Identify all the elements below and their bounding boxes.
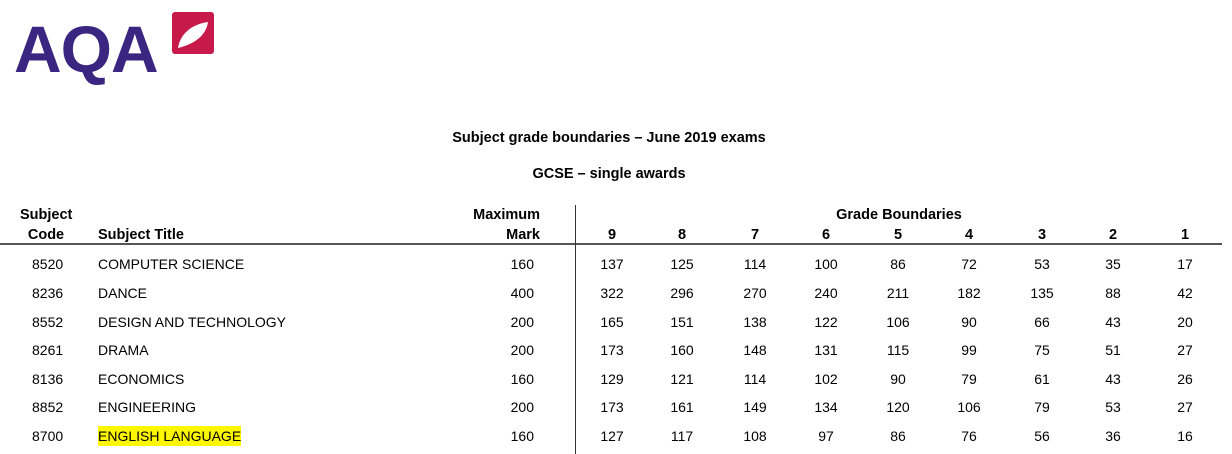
grade-boundary-6: 131 bbox=[814, 342, 838, 358]
grade-header-3: 3 bbox=[1037, 227, 1047, 243]
grade-boundary-9: 322 bbox=[600, 285, 624, 301]
grade-boundary-1: 26 bbox=[1177, 371, 1193, 387]
table-row bbox=[0, 369, 1232, 389]
grade-boundary-4: 72 bbox=[961, 256, 977, 272]
grade-boundary-8: 117 bbox=[670, 428, 694, 444]
grade-boundary-2: 88 bbox=[1105, 285, 1121, 301]
grade-boundary-1: 20 bbox=[1177, 314, 1193, 330]
grade-boundary-6: 240 bbox=[814, 285, 838, 301]
grade-boundary-1: 17 bbox=[1177, 256, 1193, 272]
grade-header-7: 7 bbox=[750, 227, 760, 243]
grade-header-1: 1 bbox=[1180, 227, 1190, 243]
grade-boundary-6: 134 bbox=[814, 399, 838, 415]
grade-boundary-9: 173 bbox=[600, 399, 624, 415]
table-row bbox=[0, 340, 1232, 360]
grade-boundary-6: 102 bbox=[814, 371, 838, 387]
aqa-logo bbox=[14, 12, 224, 86]
grade-boundary-5: 90 bbox=[890, 371, 906, 387]
document-title: Subject grade boundaries – June 2019 exams bbox=[452, 130, 766, 146]
grade-boundary-3: 75 bbox=[1034, 342, 1050, 358]
max-mark: 200 bbox=[510, 314, 534, 330]
grade-boundary-7: 114 bbox=[743, 371, 767, 387]
subject-title: ENGLISH LANGUAGE bbox=[98, 428, 242, 444]
grade-boundary-2: 35 bbox=[1105, 256, 1121, 272]
table-row bbox=[0, 426, 1232, 446]
grade-boundary-8: 151 bbox=[670, 314, 694, 330]
subject-title: COMPUTER SCIENCE bbox=[98, 256, 245, 272]
max-mark: 160 bbox=[510, 428, 534, 444]
table-row bbox=[0, 312, 1232, 332]
header-grade-boundaries: Grade Boundaries bbox=[836, 207, 962, 223]
table-row bbox=[0, 283, 1232, 303]
table-row bbox=[0, 254, 1232, 274]
subject-title: ECONOMICS bbox=[98, 371, 185, 387]
max-mark: 200 bbox=[510, 342, 534, 358]
grade-boundary-9: 127 bbox=[600, 428, 624, 444]
grade-boundary-5: 120 bbox=[886, 399, 910, 415]
header-code: Subject Code bbox=[20, 207, 73, 243]
grade-boundary-1: 42 bbox=[1177, 285, 1193, 301]
max-mark: 160 bbox=[510, 371, 534, 387]
grade-boundary-5: 211 bbox=[886, 285, 910, 301]
grade-boundary-3: 135 bbox=[1030, 285, 1054, 301]
grade-header-2: 2 bbox=[1108, 227, 1118, 243]
max-mark: 200 bbox=[510, 399, 534, 415]
subject-title: ENGINEERING bbox=[98, 399, 197, 415]
grade-boundary-6: 100 bbox=[814, 256, 838, 272]
grade-boundary-5: 106 bbox=[886, 314, 910, 330]
grade-boundary-2: 51 bbox=[1105, 342, 1121, 358]
max-mark: 400 bbox=[510, 285, 534, 301]
grade-boundary-9: 173 bbox=[600, 342, 624, 358]
grade-boundary-6: 97 bbox=[818, 428, 834, 444]
grade-boundary-8: 125 bbox=[670, 256, 694, 272]
subject-code: 8261 bbox=[32, 342, 64, 358]
subject-title: DRAMA bbox=[98, 342, 149, 358]
grade-boundary-1: 27 bbox=[1177, 342, 1193, 358]
grade-boundary-4: 182 bbox=[957, 285, 981, 301]
grade-boundary-7: 148 bbox=[743, 342, 767, 358]
subject-title: DANCE bbox=[98, 285, 148, 301]
grade-boundary-5: 115 bbox=[886, 342, 910, 358]
grade-boundary-2: 36 bbox=[1105, 428, 1121, 444]
grade-header-8: 8 bbox=[677, 227, 687, 243]
grade-boundary-8: 121 bbox=[670, 371, 694, 387]
header-divider bbox=[0, 243, 1222, 245]
grade-boundary-9: 129 bbox=[600, 371, 624, 387]
grade-boundary-3: 61 bbox=[1034, 371, 1050, 387]
grade-boundary-8: 160 bbox=[670, 342, 694, 358]
grade-boundary-8: 161 bbox=[670, 399, 694, 415]
leaf-mark-icon bbox=[172, 12, 214, 54]
grade-boundary-2: 43 bbox=[1105, 371, 1121, 387]
grade-boundary-7: 108 bbox=[743, 428, 767, 444]
grade-boundary-3: 66 bbox=[1034, 314, 1050, 330]
grade-boundary-9: 165 bbox=[600, 314, 624, 330]
grade-boundary-1: 27 bbox=[1177, 399, 1193, 415]
grade-boundary-7: 270 bbox=[743, 285, 767, 301]
header-subject-title: Subject Title bbox=[98, 227, 184, 243]
grade-boundary-4: 90 bbox=[961, 314, 977, 330]
grade-boundary-3: 56 bbox=[1034, 428, 1050, 444]
grade-header-9: 9 bbox=[607, 227, 617, 243]
grade-boundary-6: 122 bbox=[814, 314, 838, 330]
grade-boundary-2: 53 bbox=[1105, 399, 1121, 415]
subject-code: 8852 bbox=[32, 399, 64, 415]
subject-code: 8136 bbox=[32, 371, 64, 387]
subject-code: 8552 bbox=[32, 314, 64, 330]
grade-boundary-4: 79 bbox=[961, 371, 977, 387]
grade-boundary-4: 76 bbox=[961, 428, 977, 444]
subject-title: DESIGN AND TECHNOLOGY bbox=[98, 314, 287, 330]
subject-code: 8700 bbox=[32, 428, 64, 444]
grade-boundary-8: 296 bbox=[670, 285, 694, 301]
grade-boundary-7: 149 bbox=[743, 399, 767, 415]
subject-code: 8520 bbox=[32, 256, 64, 272]
grade-header-6: 6 bbox=[821, 227, 831, 243]
grade-boundary-1: 16 bbox=[1177, 428, 1193, 444]
grade-boundary-7: 114 bbox=[743, 256, 767, 272]
table-row bbox=[0, 397, 1232, 417]
grade-header-4: 4 bbox=[964, 227, 974, 243]
logo-wordmark: AQA bbox=[14, 12, 158, 86]
header-max-mark: Maximum Mark bbox=[473, 207, 540, 243]
grade-boundary-3: 53 bbox=[1034, 256, 1050, 272]
grade-boundary-9: 137 bbox=[600, 256, 624, 272]
grade-boundary-4: 106 bbox=[957, 399, 981, 415]
grade-header-5: 5 bbox=[893, 227, 903, 243]
document-subtitle: GCSE – single awards bbox=[532, 166, 686, 182]
max-mark: 160 bbox=[510, 256, 534, 272]
grade-boundary-7: 138 bbox=[743, 314, 767, 330]
grade-boundary-5: 86 bbox=[890, 428, 906, 444]
grade-boundary-2: 43 bbox=[1105, 314, 1121, 330]
grade-boundary-4: 99 bbox=[961, 342, 977, 358]
grade-boundary-5: 86 bbox=[890, 256, 906, 272]
grade-boundary-3: 79 bbox=[1034, 399, 1050, 415]
subject-code: 8236 bbox=[32, 285, 64, 301]
